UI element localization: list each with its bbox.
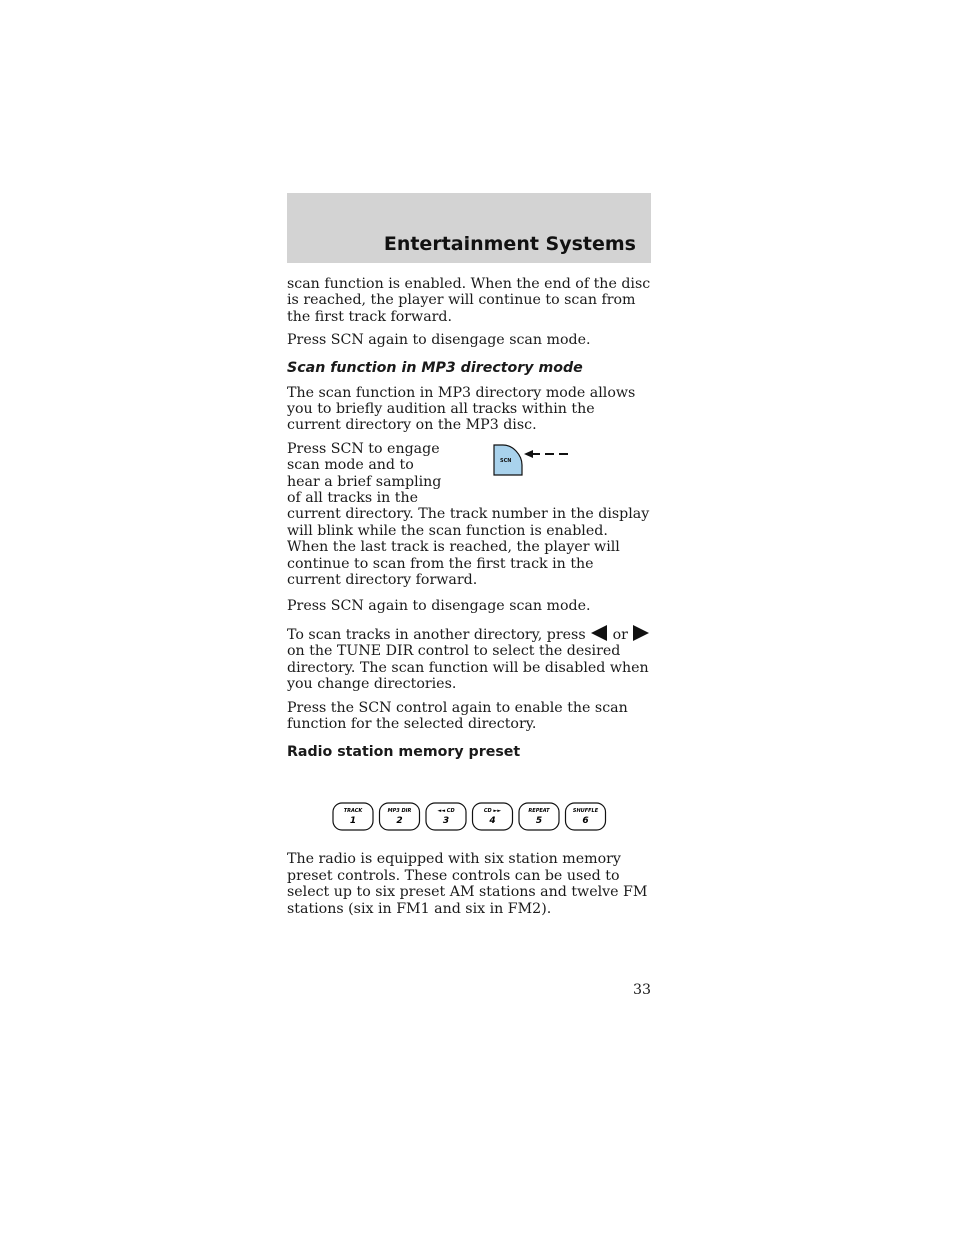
svg-text:SCN: SCN — [500, 457, 512, 464]
text: on the TUNE DIR control to select the desired directory. The scan function will be disabled when you change directories. — [287, 643, 649, 693]
paragraph: The scan function in MP3 directory mode allows you to briefly audition all tracks within the current directory on the MP3 disc. — [287, 384, 636, 434]
preset-button-label: REPEAT — [528, 808, 550, 815]
preset-button-label: ◄◄ CD — [437, 808, 455, 815]
preset-button-4 — [473, 803, 513, 830]
paragraph-tune-dir — [287, 625, 651, 693]
scn-illustration — [451, 441, 651, 491]
right-arrow-icon — [632, 625, 650, 641]
preset-button-label: MP3 DIR — [387, 808, 412, 815]
preset-button-3 — [426, 803, 466, 830]
section-heading-mp3-scan: Scan function in MP3 directory mode — [287, 359, 583, 376]
preset-button-label: TRACK — [343, 808, 363, 815]
preset-button-5 — [519, 803, 559, 830]
text: or — [612, 626, 628, 643]
preset-button-2 — [380, 803, 420, 830]
preset-buttons-illustration — [287, 760, 651, 850]
chapter-header — [287, 193, 651, 263]
scn-button-icon — [489, 441, 579, 481]
preset-buttons-graphic — [331, 801, 611, 833]
preset-button-label: CD ►► — [483, 808, 502, 815]
paragraph: Press the SCN control again to enable the scan function for the selected directory. — [287, 699, 628, 732]
preset-button-1 — [333, 803, 373, 830]
preset-button-number: 1 — [349, 816, 357, 827]
paragraph: Press SCN again to disengage scan mode. — [287, 332, 591, 349]
preset-button-number: 4 — [489, 816, 496, 827]
section-heading-memory-preset: Radio station memory preset — [287, 744, 521, 761]
paragraph: scan function is enabled. When the end of the disc is reached, the player will continue to scan from the first track forward. — [287, 276, 651, 325]
left-arrow-icon — [590, 625, 608, 641]
preset-button-number: 2 — [396, 816, 403, 827]
chapter-title: Entertainment Systems — [383, 233, 636, 255]
page-number: 33 — [632, 982, 651, 998]
preset-button-number: 6 — [582, 816, 589, 827]
preset-button-number: 3 — [442, 816, 450, 827]
scn-section — [287, 441, 651, 589]
preset-button-6 — [566, 803, 606, 830]
paragraph: The radio is equipped with six station memory preset controls. These controls can be used to select up to six preset AM stations and twelve FM stations (six in FM1 and six in FM2). — [287, 851, 648, 917]
paragraph: Press SCN again to disengage scan mode. — [287, 597, 591, 614]
text: To scan tracks in another directory, press — [287, 626, 586, 643]
paragraph: Press SCN to engage scan mode and to hear a brief sampling of all tracks in the current directory. The track number in the display will blink while the scan function is enabled. When the last track is reached, the player will continue to scan from the first track in the current directory forward. — [287, 440, 650, 589]
preset-button-number: 5 — [535, 816, 543, 827]
preset-button-label: SHUFFLE — [572, 808, 599, 815]
page-content — [287, 276, 651, 924]
